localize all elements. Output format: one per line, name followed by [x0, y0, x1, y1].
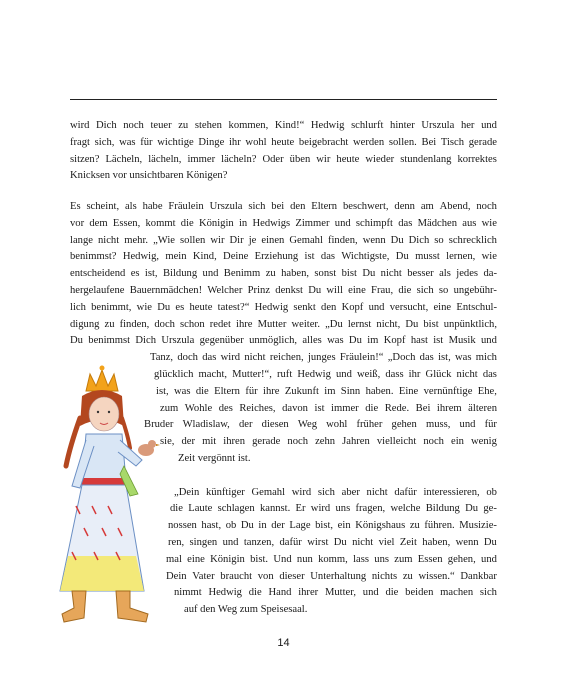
dress [60, 434, 144, 591]
text-line: wird Dich noch teuer zu stehen kommen, Kind!“ Hedwig schlurft hinter Urszula her und [70, 120, 497, 131]
text-line: fragt sich, was für wichtige Dinge ihr wohl heute beigebracht werden sollen. Bei Tisch gerade [70, 136, 497, 148]
header-rule [70, 99, 497, 100]
text-line: ist, was die Eltern für ihre Zukunft im Sinn haben. Eine vernünftige Ehe, [156, 385, 497, 397]
text-line: Dein Vater braucht von dieser Unterhaltung nichts zu wissen.“ Dankbar [166, 570, 497, 582]
text-line: zum Wohle des Reiches, davon ist immer die Rede. Bei ihrem älteren [160, 402, 497, 414]
text-line: nimmt Hedwig die Hand ihrer Mutter, und die beiden machen sich [174, 587, 497, 599]
paragraph [70, 118, 497, 185]
face [89, 397, 119, 431]
text-line: Es scheint, als habe Fräulein Urszula sich bei den Eltern beschwert, denn am Abend, noch [70, 201, 497, 212]
text-line: entscheidend es ist, Bildung und Benimm zu haben, sonst bist Du nicht besser als jedes da- [70, 268, 497, 280]
text-line: hergelaufene Bauernmädchen! Welcher Prinz denkst Du will eine Frau, die sich so ungebühr- [70, 284, 497, 296]
text-line: mal eine Königin bist. Und nun komm, lass uns zum Essen gehen, und [166, 553, 497, 565]
text-line: glücklich macht, Mutter!“, ruft Hedwig und weiß, dass ihr Glück nicht das [154, 368, 497, 380]
paragraph-1 [70, 118, 497, 185]
text-line: Knicksen vor unsichtbaren Königen? [70, 170, 228, 182]
text-line: auf den Weg zum Speisesaal. [184, 604, 308, 616]
text-line: lange nicht mehr. „Wie sollen wir Dir je einen Gemahl finden, wenn Du Dich so schrecklich [70, 234, 497, 246]
text-line: sitzen? Lächeln, lächeln, immer lächeln? Oder üben wir heute wieder stundenlang korrektes [70, 153, 497, 165]
crown [86, 366, 118, 392]
text-line: sie, der mit ihren gerade noch zehn Jahren vielleicht noch ein wenig [160, 436, 497, 448]
text-line: Zeit vergönnt ist. [178, 452, 251, 464]
text-line: Tanz, doch das wird nicht reichen, junges Fräulein!“ „Doch das ist, was mich [150, 352, 497, 364]
text-line: lich benimmt, wie Du es heute tatest?“ Hedwig senkt den Kopf und versucht, eine Entschul- [70, 301, 497, 313]
bird-icon [138, 440, 160, 456]
text-line: „Dein künftiger Gemahl wird sich aber nicht dafür interessieren, ob [174, 486, 497, 498]
text-line: digung zu finden, doch schon redet ihre Mutter weiter. „Du lernst nicht, Du bist unpünktlich, [70, 318, 497, 330]
page-number: 14 [277, 637, 290, 649]
text-line: nossen hast, ob Du in der Lage bist, ein Königshaus zu führen. Musizie- [168, 520, 497, 532]
text-line: die Laute schlagen kannst. Er wird uns fragen, welche Bildung Du ge- [170, 503, 497, 515]
text-line: vor dem Essen, kommt die Königin in Hedwigs Zimmer und schimpft das Mädchen aus wie [70, 217, 497, 229]
text-line: Du benimmst Dich Urszula gegenüber unmöglich, alles was Du im Kopf hast ist Musik und [70, 335, 497, 347]
boots [62, 591, 148, 622]
text-line: benimmst? Hedwig, mein Kind, Deine Erziehung ist das Wichtigste, Du musst lernen, wie [70, 251, 497, 263]
text-line: ren, singen und tanzen, dafür wirst Du nicht viel Zeit haben, wenn Du [168, 536, 497, 548]
princess-illustration [46, 356, 176, 656]
text-line: Bruder Wladislaw, der diesen Weg wohl früher gehen muss, und für [144, 419, 497, 431]
